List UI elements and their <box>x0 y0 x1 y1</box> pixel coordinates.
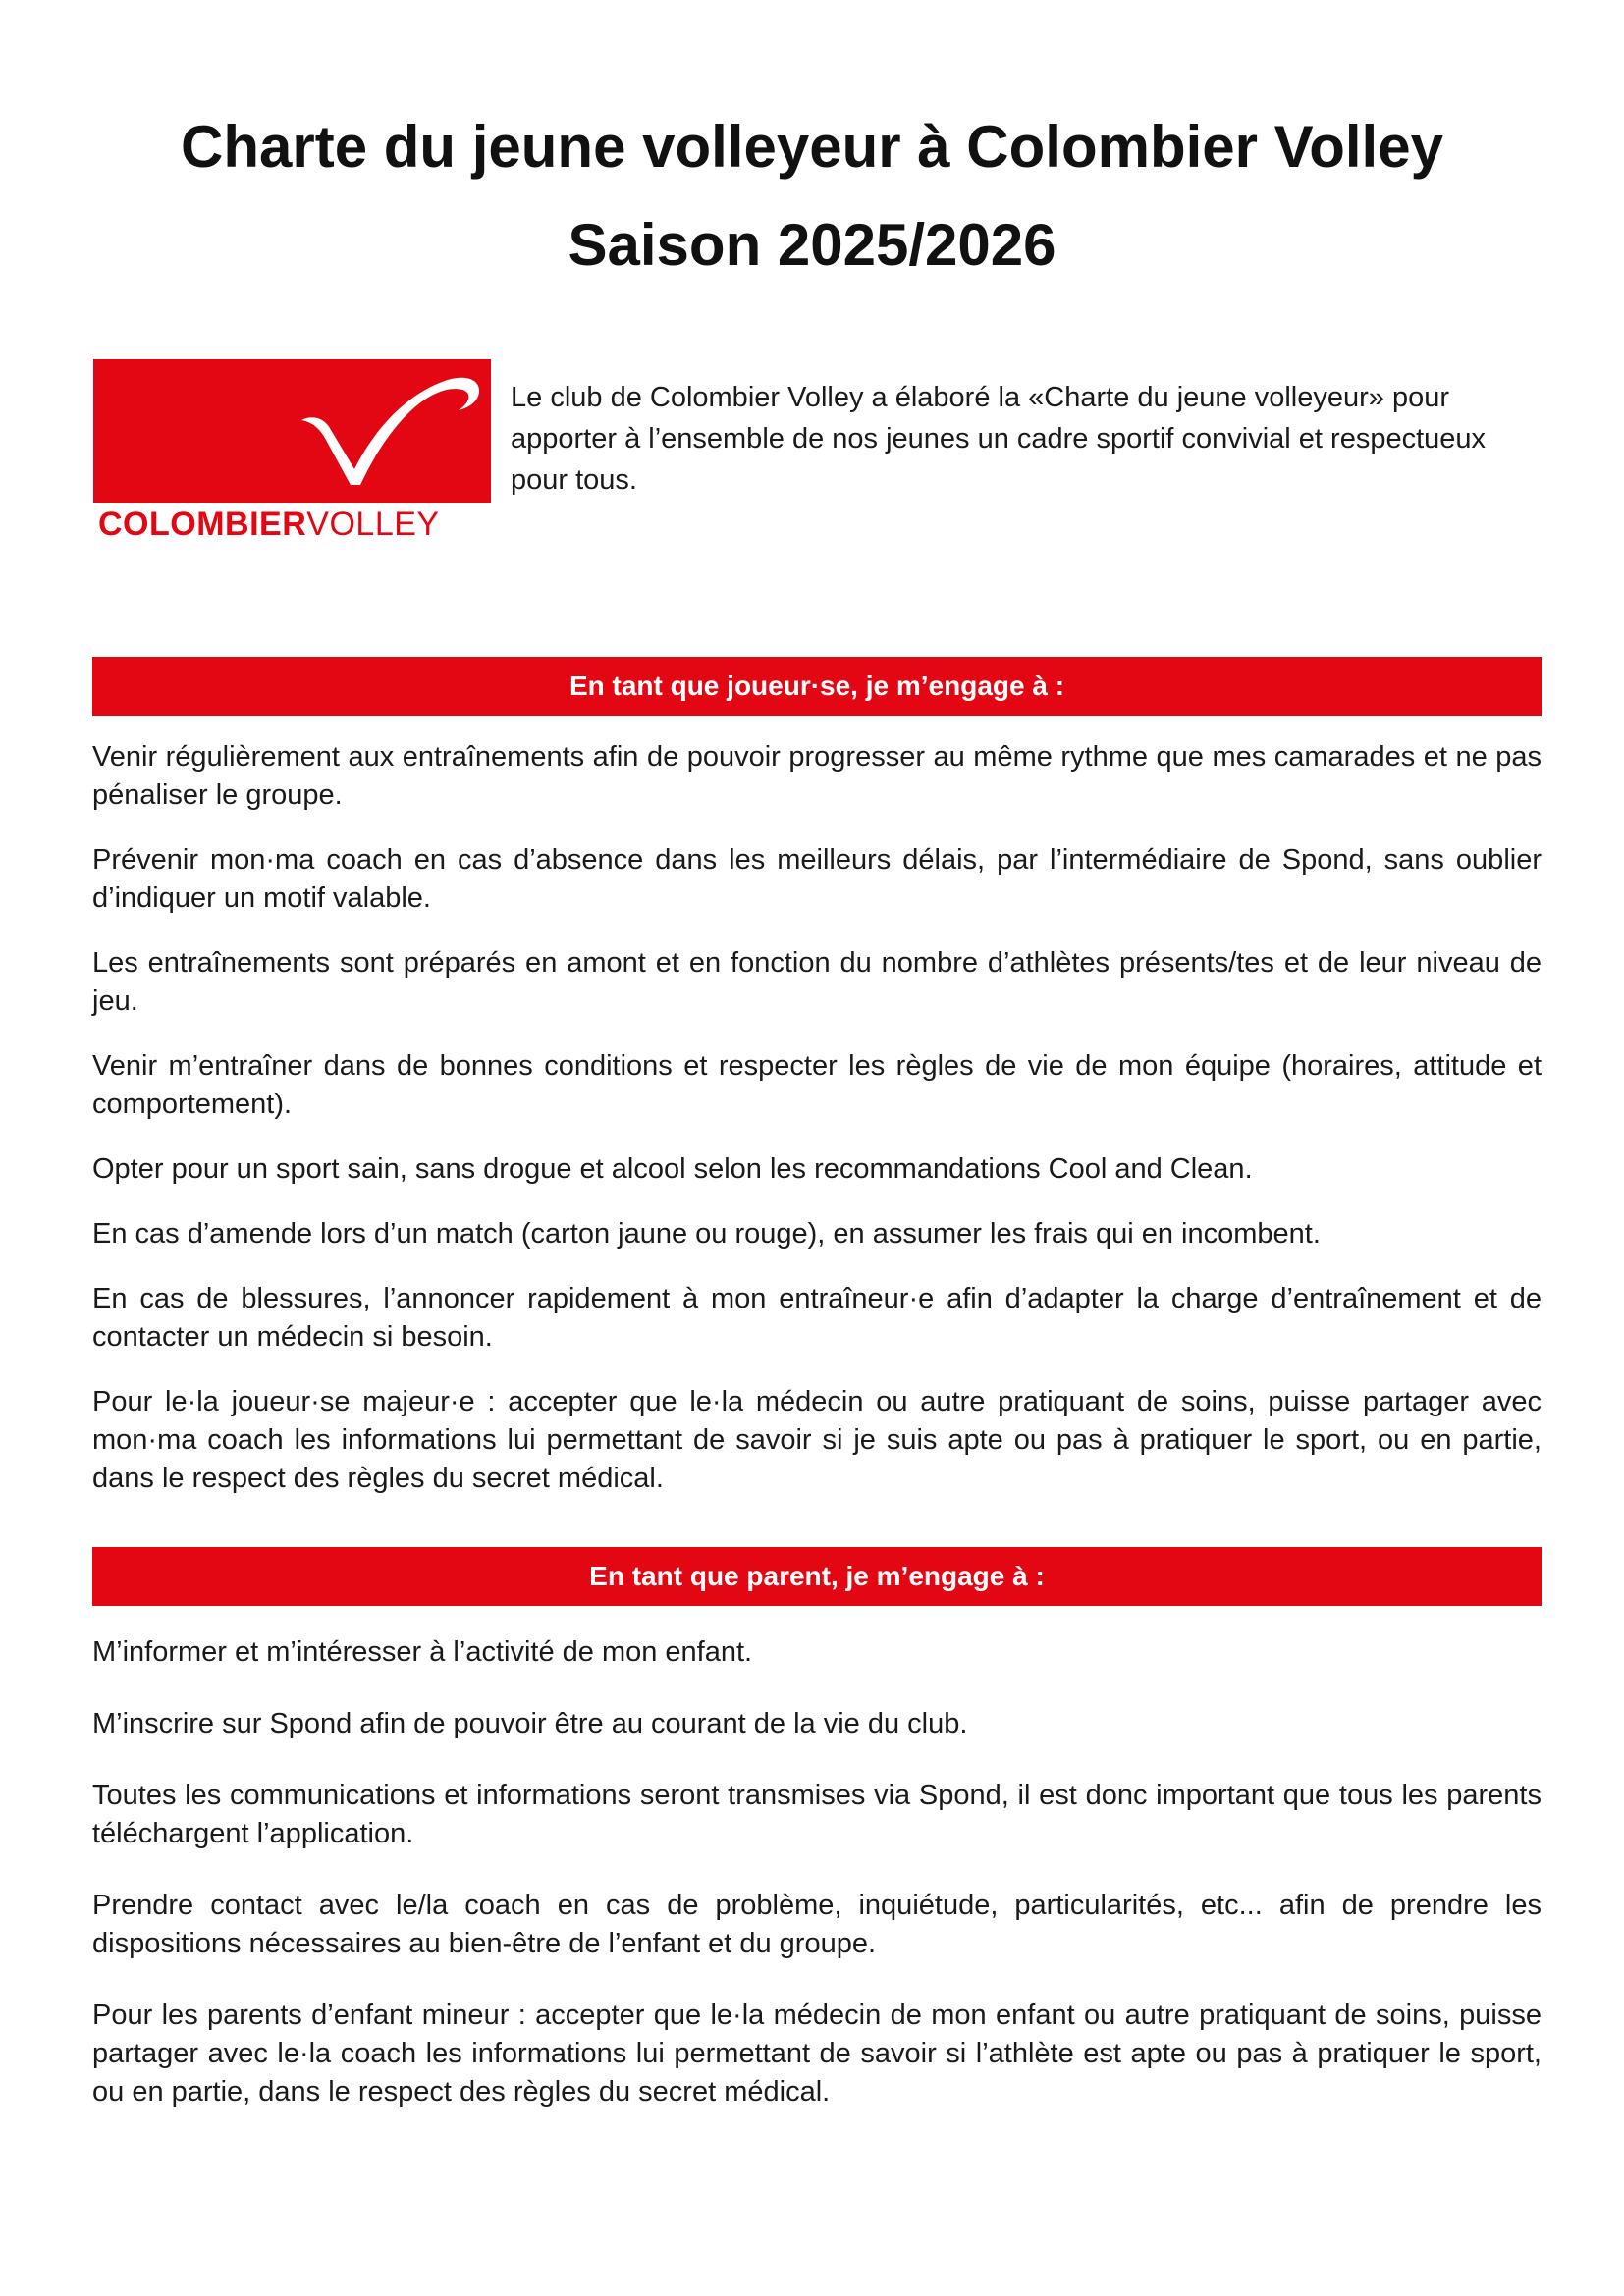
checkmark-icon <box>93 359 491 503</box>
player-commitment-item: Prévenir mon·ma coach en cas d’absence dans les meilleurs délais, par l’intermédiaire de Spond, sans oublier d’indiquer un motif valable. <box>92 844 1542 914</box>
player-commitment-item: Les entraînements sont préparés en amont et en fonction du nombre d’athlètes présents/tes et de leur niveau de jeu. <box>92 947 1542 1017</box>
player-commitment-item: Venir m’entraîner dans de bonnes conditions et respecter les règles de vie de mon équipe (horaires, attitude et comportement). <box>92 1050 1542 1120</box>
logo-word-bold: COLOMBIER <box>98 506 307 543</box>
parent-commitment-item: M’inscrire sur Spond afin de pouvoir être au courant de la vie du club. <box>92 1708 968 1739</box>
parent-commitment-item: Pour les parents d’enfant mineur : accepter que le·la médecin de mon enfant ou autre pratiquant de soins, puisse partager avec le·la coach les informations lui permettant de savoir si l’athlète est apte ou pas à pratiquer le sport, ou en partie, dans le respect des règles du secret médical. <box>92 2000 1542 2108</box>
player-commitment-item: En cas d’amende lors d’un match (carton jaune ou rouge), en assumer les frais qui en incombent. <box>92 1218 1321 1250</box>
player-section-heading: En tant que joueur·se, je m’engage à : <box>92 657 1542 716</box>
logo-wordmark <box>98 505 440 544</box>
player-commitment-item: Opter pour un sport sain, sans drogue et alcool selon les recommandations Cool and Clean. <box>92 1153 1253 1185</box>
document-title: Charte du jeune volleyeur à Colombier Volley <box>181 114 1443 180</box>
parent-commitments-list <box>92 1633 1542 2145</box>
colombier-volley-logo <box>93 359 494 546</box>
parent-section-heading: En tant que parent, je m’engage à : <box>92 1547 1542 1606</box>
player-commitment-item: En cas de blessures, l’annoncer rapidement à mon entraîneur·e afin d’adapter la charge d’entraînement et de contacter un médecin si besoin. <box>92 1283 1542 1353</box>
parent-commitment-item: M’informer et m’intéresser à l’activité de mon enfant. <box>92 1636 753 1668</box>
player-commitments-list <box>92 738 1542 1524</box>
logo-red-block <box>93 359 491 503</box>
logo-word-light: VOLLEY <box>306 506 440 543</box>
intro-paragraph: Le club de Colombier Volley a élaboré la «Charte du jeune volleyeur» pour apporter à l’ensemble de nos jeunes un cadre sportif convivial et respectueux pour tous. <box>511 382 1487 496</box>
season-subtitle: Saison 2025/2026 <box>568 212 1056 278</box>
player-commitment-item: Pour le·la joueur·se majeur·e : accepter que le·la médecin ou autre pratiquant de soins, puisse partager avec mon·ma coach les informations lui permettant de savoir si je suis apte ou pas à pratiquer le sport, ou en partie, dans le respect des règles du secret médical. <box>92 1386 1542 1494</box>
player-commitment-item: Venir régulièrement aux entraînements afin de pouvoir progresser au même rythme que mes camarades et ne pas pénaliser le groupe. <box>92 741 1542 811</box>
parent-commitment-item: Toutes les communications et informations seront transmises via Spond, il est donc important que tous les parents téléchargent l’application. <box>92 1780 1542 1849</box>
parent-commitment-item: Prendre contact avec le/la coach en cas de problème, inquiétude, particularités, etc... afin de prendre les dispositions nécessaires au bien-être de l’enfant et du groupe. <box>92 1890 1542 1959</box>
